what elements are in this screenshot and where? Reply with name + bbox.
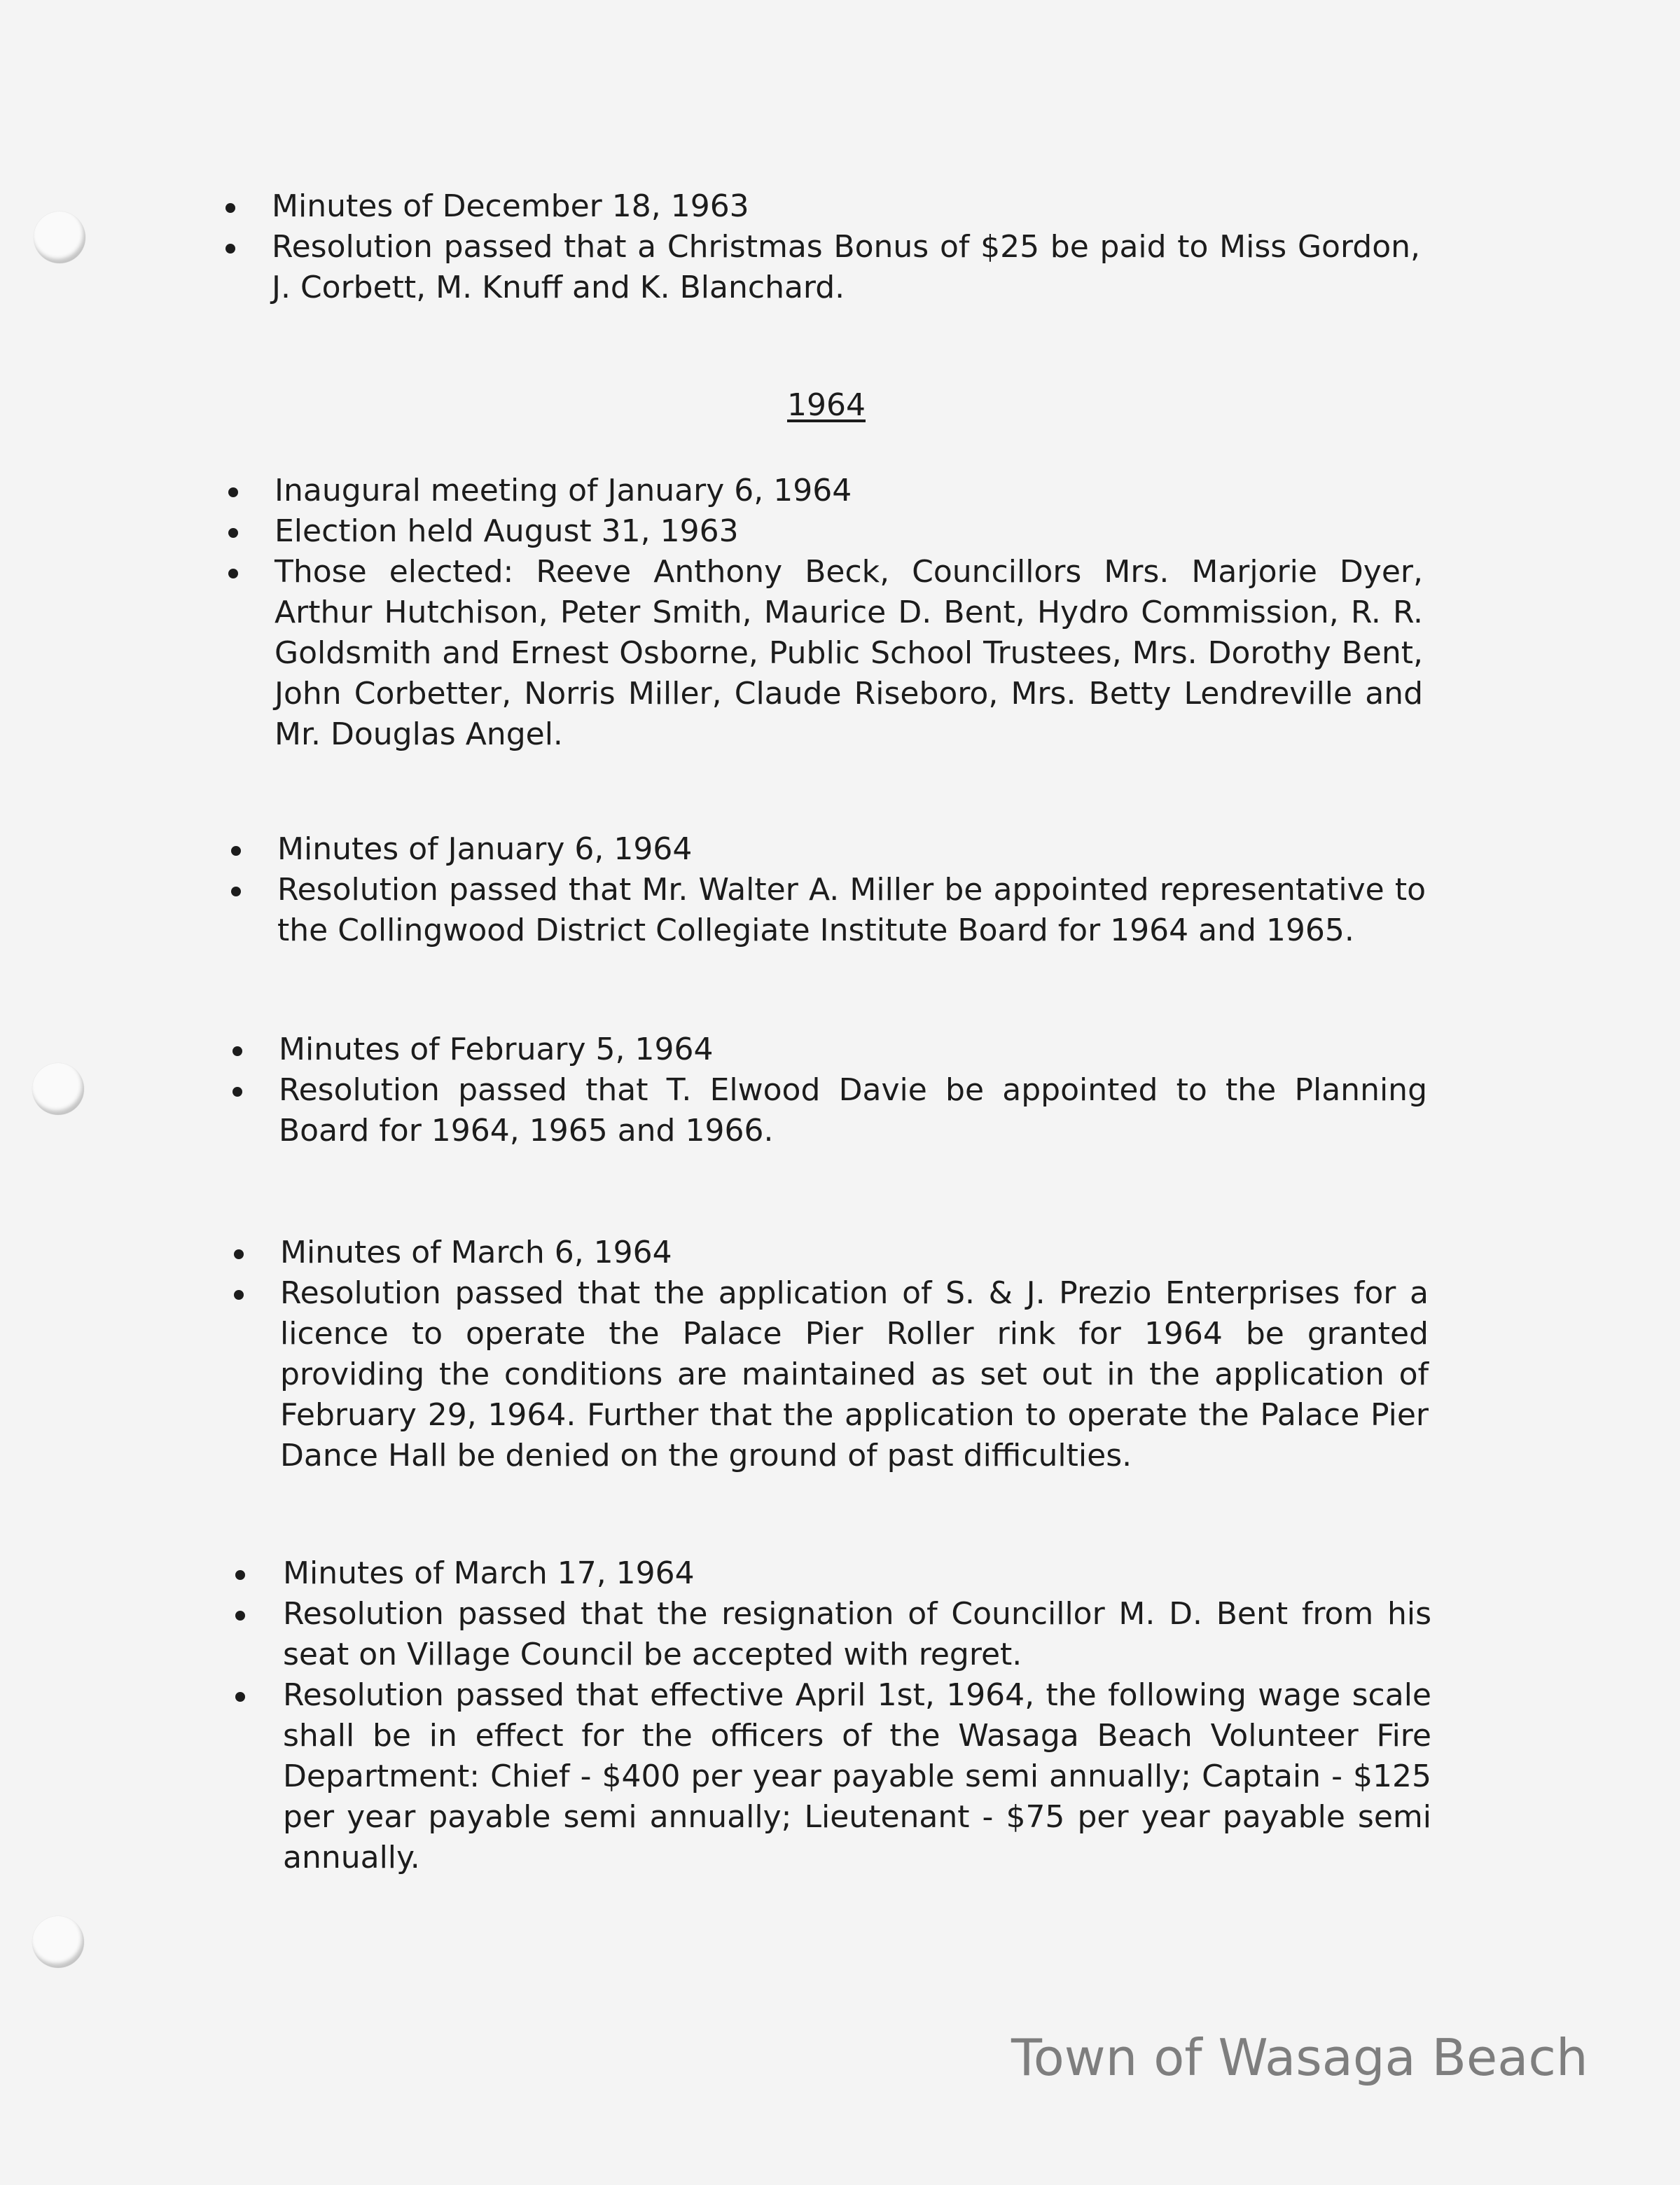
list-item: Resolution passed that T. Elwood Davie be appointed to the Planning Board for 1964, 1965 and 1966. [0, 1070, 1427, 1151]
minutes-section-dec-18-1963 [0, 186, 1420, 308]
punch-hole [32, 1916, 84, 1968]
minutes-section-inaugural-1964 [0, 471, 1423, 755]
list-item: Inaugural meeting of January 6, 1964 [0, 471, 1423, 511]
bullet-icon [235, 1611, 245, 1621]
list-item: Minutes of March 17, 1964 [0, 1553, 1431, 1594]
bullet-icon [235, 1692, 245, 1702]
minutes-section-feb-5-1964 [0, 1029, 1427, 1151]
minutes-section-mar-17-1964 [0, 1553, 1431, 1878]
list-item: Minutes of March 6, 1964 [0, 1233, 1429, 1273]
year-heading: 1964 [787, 387, 866, 423]
list-item: Resolution passed that a Christmas Bonus of $25 be paid to Miss Gordon, J. Corbett, M. Knuff and K. Blanchard. [0, 227, 1420, 308]
list-item: Minutes of January 6, 1964 [0, 829, 1426, 870]
bullet-icon [235, 1570, 245, 1580]
list-item: Resolution passed that the resignation of Councillor M. D. Bent from his seat on Village Council be accepted with regret. [0, 1594, 1431, 1675]
list-item: Minutes of December 18, 1963 [0, 186, 1420, 227]
bullet-icon [228, 487, 238, 497]
list-item: Resolution passed that the application of S. & J. Prezio Enterprises for a licence to operate the Palace Pier Roller rink for 1964 be granted providing the conditions are maintained as set out in the application of February 29, 1964. Further that the application to operate the Palace Pier Dance Hall be denied on the ground of past difficulties. [0, 1273, 1429, 1476]
minutes-section-mar-6-1964 [0, 1233, 1429, 1476]
bullet-icon [232, 1046, 242, 1056]
list-item: Resolution passed that Mr. Walter A. Miller be appointed representative to the Collingwood District Collegiate Institute Board for 1964 and 1965. [0, 870, 1426, 951]
list-item: Resolution passed that effective April 1st, 1964, the following wage scale shall be in effect for the officers of the Wasaga Beach Volunteer Fire Department: Chief - $400 per year payable semi annually; Captain - $125 per year payable semi annually; Lieutenant - $75 per year payable semi annually. [0, 1675, 1431, 1878]
bullet-icon [234, 1249, 244, 1259]
minutes-section-jan-6-1964 [0, 829, 1426, 951]
bullet-icon [232, 1087, 242, 1097]
list-item: Election held August 31, 1963 [0, 511, 1423, 552]
list-item: Minutes of February 5, 1964 [0, 1029, 1427, 1070]
watermark: Town of Wasaga Beach [1011, 2028, 1588, 2087]
bullet-icon [225, 203, 235, 213]
bullet-icon [231, 846, 241, 856]
bullet-icon [231, 887, 241, 896]
bullet-icon [234, 1290, 244, 1300]
list-item: Those elected: Reeve Anthony Beck, Councillors Mrs. Marjorie Dyer, Arthur Hutchison, Peter Smith, Maurice D. Bent, Hydro Commission, R. R. Goldsmith and Ernest Osborne, Public School Trustees, Mrs. Dorothy Bent, John Corbetter, Norris Miller, Claude Riseboro, Mrs. Betty Lendreville and Mr. Douglas Angel. [0, 552, 1423, 755]
bullet-icon [228, 528, 238, 538]
bullet-icon [228, 569, 238, 578]
bullet-icon [225, 244, 235, 254]
